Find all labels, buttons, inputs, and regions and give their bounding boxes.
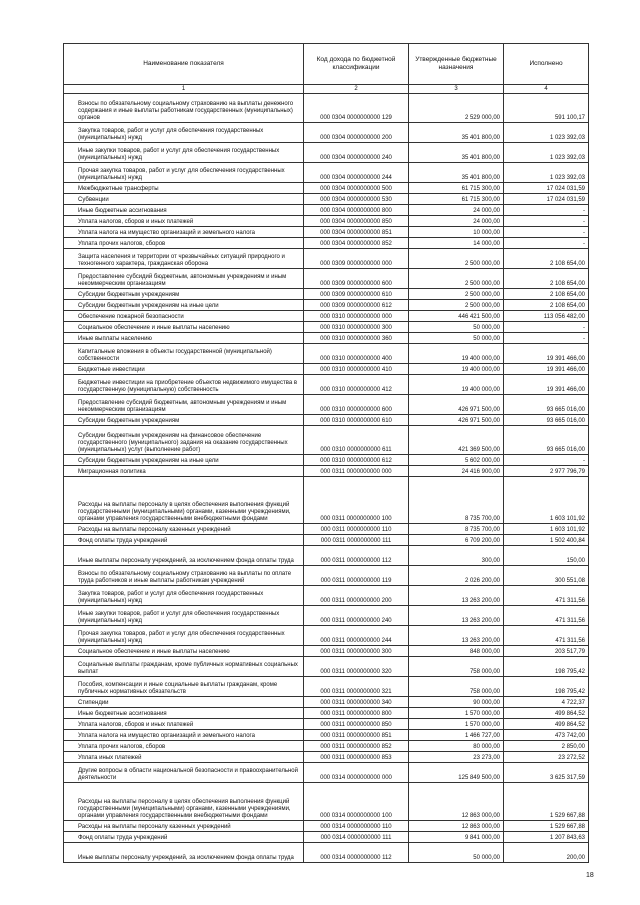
row-executed-cell: 150,00	[504, 546, 589, 566]
table-row	[64, 763, 589, 783]
table-row	[64, 535, 589, 546]
row-name-cell: Иные выплаты населению	[64, 333, 304, 344]
row-code-cell: 000 0304 0000000000 500	[304, 183, 409, 194]
table-row	[64, 249, 589, 269]
row-name-cell: Прочая закупка товаров, работ и услуг для обеспечения государственных (муниципальных) нужд	[64, 626, 304, 646]
row-approved-cell: 14 000,00	[409, 238, 504, 249]
row-name-cell: Уплата налога на имущество организаций и земельного налога	[64, 730, 304, 741]
row-executed-cell: 2 108 654,00	[504, 300, 589, 311]
table-row	[64, 344, 589, 364]
row-executed-cell: 203 517,79	[504, 646, 589, 657]
budget-execution-sheet	[63, 43, 588, 863]
row-code-cell: 000 0311 0000000000 112	[304, 546, 409, 566]
table-row	[64, 566, 589, 586]
row-approved-cell: 61 715 300,00	[409, 194, 504, 205]
row-code-cell: 000 0311 0000000000 200	[304, 586, 409, 606]
row-name-cell: Уплата налогов, сборов и иных платежей	[64, 216, 304, 227]
row-name-cell: Иные бюджетные ассигнования	[64, 205, 304, 216]
table-row	[64, 300, 589, 311]
table-row	[64, 322, 589, 333]
row-name-cell: Иные выплаты персоналу учреждений, за исключением фонда оплаты труда	[64, 843, 304, 863]
row-code-cell: 000 0311 0000000000 852	[304, 741, 409, 752]
row-code-cell: 000 0310 0000000000 600	[304, 395, 409, 415]
row-name-cell: Защита населения и территории от чрезвычайных ситуаций природного и техногенного характера, гражданская оборона	[64, 249, 304, 269]
row-executed-cell: 1 603 101,92	[504, 477, 589, 524]
row-executed-cell: 2 108 654,00	[504, 269, 589, 289]
row-name-cell: Иные выплаты персоналу учреждений, за исключением фонда оплаты труда	[64, 546, 304, 566]
row-executed-cell: 499 864,52	[504, 719, 589, 730]
row-executed-cell: 3 625 317,59	[504, 763, 589, 783]
row-approved-cell: 50 000,00	[409, 843, 504, 863]
table-row	[64, 524, 589, 535]
row-code-cell: 000 0311 0000000000 851	[304, 730, 409, 741]
row-code-cell: 000 0314 0000000000 100	[304, 783, 409, 821]
row-approved-cell: 1 570 000,00	[409, 719, 504, 730]
row-approved-cell: 80 000,00	[409, 741, 504, 752]
row-executed-cell: 2 108 654,00	[504, 289, 589, 300]
row-executed-cell: 200,00	[504, 843, 589, 863]
row-approved-cell: 2 026 200,00	[409, 566, 504, 586]
row-approved-cell: 19 400 000,00	[409, 364, 504, 375]
table-row	[64, 546, 589, 566]
row-code-cell: 000 0311 0000000000 244	[304, 626, 409, 646]
row-name-cell: Субсидии бюджетным учреждениям на иные цели	[64, 455, 304, 466]
row-name-cell: Миграционная политика	[64, 466, 304, 477]
row-executed-cell: 499 864,52	[504, 708, 589, 719]
table-row	[64, 832, 589, 843]
row-approved-cell: 23 273,00	[409, 752, 504, 763]
row-approved-cell: 10 000,00	[409, 227, 504, 238]
row-code-cell: 000 0304 0000000000 240	[304, 143, 409, 163]
table-header-row	[64, 44, 589, 85]
row-approved-cell: 19 400 000,00	[409, 375, 504, 395]
table-row	[64, 333, 589, 344]
header-classification-code: Код дохода по бюджетной классификации	[304, 44, 409, 85]
table-row	[64, 238, 589, 249]
row-name-cell: Субсидии бюджетным учреждениям	[64, 289, 304, 300]
row-name-cell: Социальное обеспечение и иные выплаты населению	[64, 322, 304, 333]
table-row	[64, 657, 589, 677]
row-name-cell: Предоставление субсидий бюджетным, автономным учреждениям и иным некоммерческим организациям	[64, 269, 304, 289]
row-approved-cell: 848 000,00	[409, 646, 504, 657]
row-executed-cell: 93 665 016,00	[504, 395, 589, 415]
row-approved-cell: 2 529 000,00	[409, 94, 504, 123]
row-code-cell: 000 0310 0000000000 412	[304, 375, 409, 395]
row-code-cell: 000 0311 0000000000 340	[304, 697, 409, 708]
row-approved-cell: 2 500 000,00	[409, 289, 504, 300]
row-approved-cell: 12 863 000,00	[409, 783, 504, 821]
row-executed-cell: 19 391 466,00	[504, 344, 589, 364]
row-code-cell: 000 0310 0000000000 610	[304, 415, 409, 426]
row-code-cell: 000 0309 0000000000 612	[304, 300, 409, 311]
row-executed-cell: 19 391 466,00	[504, 364, 589, 375]
row-name-cell: Межбюджетные трансферты	[64, 183, 304, 194]
row-code-cell: 000 0310 0000000000 000	[304, 311, 409, 322]
row-executed-cell: 1 023 392,03	[504, 123, 589, 143]
row-approved-cell: 758 000,00	[409, 657, 504, 677]
table-row	[64, 586, 589, 606]
row-executed-cell: 471 311,56	[504, 606, 589, 626]
row-approved-cell: 90 000,00	[409, 697, 504, 708]
row-executed-cell: 2 850,00	[504, 741, 589, 752]
row-approved-cell: 300,00	[409, 546, 504, 566]
row-name-cell: Взносы по обязательному социальному страхованию на выплаты денежного содержания и иные выплаты работникам государственных (муниципальных) органов	[64, 94, 304, 123]
table-row	[64, 477, 589, 524]
row-name-cell: Социальные выплаты гражданам, кроме публичных нормативных социальных выплат	[64, 657, 304, 677]
row-code-cell: 000 0314 0000000000 000	[304, 763, 409, 783]
row-name-cell: Уплата прочих налогов, сборов	[64, 741, 304, 752]
row-name-cell: Иные закупки товаров, работ и услуг для обеспечения государственных (муниципальных) нужд	[64, 606, 304, 626]
row-executed-cell: 471 311,56	[504, 626, 589, 646]
row-name-cell: Бюджетные инвестиции на приобретение объектов недвижимого имущества в государственную (муниципальную) собственность	[64, 375, 304, 395]
row-name-cell: Субвенции	[64, 194, 304, 205]
expenditure-table	[63, 43, 589, 863]
row-code-cell: 000 0314 0000000000 112	[304, 843, 409, 863]
row-name-cell: Расходы на выплаты персоналу в целях обеспечения выполнения функций государственными (муниципальными) органами, казенными учреждениями, органами управления государственными внебюджетными фондами	[64, 477, 304, 524]
row-code-cell: 000 0304 0000000000 852	[304, 238, 409, 249]
row-name-cell: Стипендии	[64, 697, 304, 708]
row-code-cell: 000 0311 0000000000 300	[304, 646, 409, 657]
row-approved-cell: 35 401 800,00	[409, 163, 504, 183]
row-code-cell: 000 0304 0000000000 244	[304, 163, 409, 183]
row-executed-cell: 1 023 392,03	[504, 143, 589, 163]
row-executed-cell: 471 311,56	[504, 586, 589, 606]
row-approved-cell: 24 416 900,00	[409, 466, 504, 477]
row-approved-cell: 13 263 200,00	[409, 586, 504, 606]
row-name-cell: Обеспечение пожарной безопасности	[64, 311, 304, 322]
column-number-row	[64, 85, 589, 94]
row-executed-cell: 198 795,42	[504, 677, 589, 697]
row-code-cell: 000 0304 0000000000 530	[304, 194, 409, 205]
row-executed-cell: 1 502 400,84	[504, 535, 589, 546]
row-code-cell: 000 0310 0000000000 410	[304, 364, 409, 375]
row-name-cell: Взносы по обязательному социальному страхованию на выплаты по оплате труда работников и иные выплаты работникам учреждений	[64, 566, 304, 586]
row-executed-cell: -	[504, 216, 589, 227]
row-name-cell: Социальное обеспечение и иные выплаты населению	[64, 646, 304, 657]
row-code-cell: 000 0311 0000000000 321	[304, 677, 409, 697]
table-row	[64, 375, 589, 395]
row-code-cell: 000 0309 0000000000 000	[304, 249, 409, 269]
row-approved-cell: 421 369 500,00	[409, 426, 504, 455]
row-code-cell: 000 0304 0000000000 851	[304, 227, 409, 238]
row-approved-cell: 1 570 000,00	[409, 708, 504, 719]
table-row	[64, 143, 589, 163]
row-name-cell: Иные закупки товаров, работ и услуг для обеспечения государственных (муниципальных) нужд	[64, 143, 304, 163]
header-approved-assignments: Утвержденные бюджетные назначения	[409, 44, 504, 85]
row-approved-cell: 9 841 000,00	[409, 832, 504, 843]
row-approved-cell: 426 971 500,00	[409, 415, 504, 426]
table-row	[64, 364, 589, 375]
row-code-cell: 000 0311 0000000000 850	[304, 719, 409, 730]
row-code-cell: 000 0311 0000000000 800	[304, 708, 409, 719]
row-name-cell: Другие вопросы в области национальной безопасности и правоохранительной деятельности	[64, 763, 304, 783]
page-number: 18	[586, 872, 594, 879]
header-executed: Исполнено	[504, 44, 589, 85]
table-row	[64, 216, 589, 227]
row-approved-cell: 12 863 000,00	[409, 821, 504, 832]
table-row	[64, 741, 589, 752]
row-approved-cell: 125 849 500,00	[409, 763, 504, 783]
row-executed-cell: 591 100,17	[504, 94, 589, 123]
row-executed-cell: 198 795,42	[504, 657, 589, 677]
row-executed-cell: 113 056 482,00	[504, 311, 589, 322]
row-name-cell: Бюджетные инвестиции	[64, 364, 304, 375]
row-executed-cell: 23 272,52	[504, 752, 589, 763]
column-number: 1	[64, 85, 304, 94]
table-row	[64, 289, 589, 300]
table-row	[64, 94, 589, 123]
row-approved-cell: 758 000,00	[409, 677, 504, 697]
row-name-cell: Фонд оплаты труда учреждений	[64, 535, 304, 546]
row-approved-cell: 13 263 200,00	[409, 626, 504, 646]
row-code-cell: 000 0311 0000000000 320	[304, 657, 409, 677]
column-number: 4	[504, 85, 589, 94]
row-executed-cell: 1 529 667,88	[504, 821, 589, 832]
row-approved-cell: 1 466 727,00	[409, 730, 504, 741]
table-body	[64, 94, 589, 863]
row-name-cell: Расходы на выплаты персоналу казенных учреждений	[64, 524, 304, 535]
table-row	[64, 194, 589, 205]
row-executed-cell: 4 722,37	[504, 697, 589, 708]
row-approved-cell: 35 401 800,00	[409, 143, 504, 163]
row-executed-cell: 17 024 031,59	[504, 194, 589, 205]
table-row	[64, 163, 589, 183]
row-executed-cell: 19 391 466,00	[504, 375, 589, 395]
row-executed-cell: 473 742,00	[504, 730, 589, 741]
table-row	[64, 752, 589, 763]
row-code-cell: 000 0311 0000000000 853	[304, 752, 409, 763]
row-code-cell: 000 0311 0000000000 100	[304, 477, 409, 524]
row-code-cell: 000 0309 0000000000 600	[304, 269, 409, 289]
column-number: 2	[304, 85, 409, 94]
row-approved-cell: 2 500 000,00	[409, 269, 504, 289]
row-code-cell: 000 0304 0000000000 800	[304, 205, 409, 216]
row-code-cell: 000 0310 0000000000 612	[304, 455, 409, 466]
row-executed-cell: 300 551,08	[504, 566, 589, 586]
row-approved-cell: 19 400 000,00	[409, 344, 504, 364]
row-code-cell: 000 0311 0000000000 111	[304, 535, 409, 546]
row-code-cell: 000 0309 0000000000 610	[304, 289, 409, 300]
row-code-cell: 000 0304 0000000000 850	[304, 216, 409, 227]
row-executed-cell: 2 977 796,79	[504, 466, 589, 477]
row-approved-cell: 2 500 000,00	[409, 300, 504, 311]
row-executed-cell: 2 108 654,00	[504, 249, 589, 269]
table-row	[64, 708, 589, 719]
row-code-cell: 000 0310 0000000000 300	[304, 322, 409, 333]
row-approved-cell: 2 500 000,00	[409, 249, 504, 269]
header-indicator-name: Наименование показателя	[64, 44, 304, 85]
row-executed-cell: 93 665 016,00	[504, 415, 589, 426]
row-name-cell: Субсидии бюджетным учреждениям на финансовое обеспечение государственного (муниципального) задания на оказание государственных (муниципальных) услуг (выполнение работ)	[64, 426, 304, 455]
row-executed-cell: 17 024 031,59	[504, 183, 589, 194]
row-executed-cell: -	[504, 227, 589, 238]
row-approved-cell: 8 735 700,00	[409, 524, 504, 535]
table-row	[64, 123, 589, 143]
row-approved-cell: 5 602 000,00	[409, 455, 504, 466]
row-executed-cell: -	[504, 333, 589, 344]
table-row	[64, 227, 589, 238]
row-approved-cell: 61 715 300,00	[409, 183, 504, 194]
table-row	[64, 730, 589, 741]
table-row	[64, 697, 589, 708]
row-approved-cell: 6 709 200,00	[409, 535, 504, 546]
row-name-cell: Капитальные вложения в объекты государственной (муниципальной) собственности	[64, 344, 304, 364]
row-code-cell: 000 0311 0000000000 119	[304, 566, 409, 586]
row-executed-cell: 1 023 392,03	[504, 163, 589, 183]
row-code-cell: 000 0311 0000000000 110	[304, 524, 409, 535]
row-executed-cell: 93 665 016,00	[504, 426, 589, 455]
row-code-cell: 000 0311 0000000000 240	[304, 606, 409, 626]
row-approved-cell: 24 000,00	[409, 205, 504, 216]
table-row	[64, 606, 589, 626]
table-row	[64, 821, 589, 832]
row-name-cell: Прочая закупка товаров, работ и услуг для обеспечения государственных (муниципальных) нужд	[64, 163, 304, 183]
row-executed-cell: 1 603 101,92	[504, 524, 589, 535]
table-row	[64, 415, 589, 426]
row-approved-cell: 50 000,00	[409, 333, 504, 344]
row-approved-cell: 35 401 800,00	[409, 123, 504, 143]
row-code-cell: 000 0304 0000000000 200	[304, 123, 409, 143]
row-name-cell: Закупка товаров, работ и услуг для обеспечения государственных (муниципальных) нужд	[64, 123, 304, 143]
row-executed-cell: -	[504, 205, 589, 216]
row-approved-cell: 426 971 500,00	[409, 395, 504, 415]
row-executed-cell: 1 207 843,63	[504, 832, 589, 843]
table-row	[64, 395, 589, 415]
table-row	[64, 269, 589, 289]
column-number: 3	[409, 85, 504, 94]
row-name-cell: Расходы на выплаты персоналу в целях обеспечения выполнения функций государственными (муниципальными) органами, казенными учреждениями, органами управления государственными внебюджетными фондами	[64, 783, 304, 821]
table-row	[64, 311, 589, 322]
row-approved-cell: 24 000,00	[409, 216, 504, 227]
row-name-cell: Уплата налогов, сборов и иных платежей	[64, 719, 304, 730]
row-code-cell: 000 0310 0000000000 360	[304, 333, 409, 344]
row-code-cell: 000 0310 0000000000 611	[304, 426, 409, 455]
row-approved-cell: 446 421 500,00	[409, 311, 504, 322]
row-name-cell: Расходы на выплаты персоналу казенных учреждений	[64, 821, 304, 832]
table-row	[64, 719, 589, 730]
table-row	[64, 183, 589, 194]
row-name-cell: Уплата иных платежей	[64, 752, 304, 763]
row-code-cell: 000 0310 0000000000 400	[304, 344, 409, 364]
table-row	[64, 466, 589, 477]
row-name-cell: Предоставление субсидий бюджетным, автономным учреждениям и иным некоммерческим организациям	[64, 395, 304, 415]
table-row	[64, 626, 589, 646]
table-row	[64, 677, 589, 697]
table-row	[64, 455, 589, 466]
row-executed-cell: -	[504, 238, 589, 249]
row-name-cell: Пособия, компенсации и иные социальные выплаты гражданам, кроме публичных нормативных обязательств	[64, 677, 304, 697]
table-row	[64, 426, 589, 455]
row-approved-cell: 50 000,00	[409, 322, 504, 333]
row-code-cell: 000 0311 0000000000 000	[304, 466, 409, 477]
row-name-cell: Субсидии бюджетным учреждениям	[64, 415, 304, 426]
row-name-cell: Фонд оплаты труда учреждений	[64, 832, 304, 843]
row-name-cell: Закупка товаров, работ и услуг для обеспечения государственных (муниципальных) нужд	[64, 586, 304, 606]
row-name-cell: Субсидии бюджетным учреждениям на иные цели	[64, 300, 304, 311]
row-approved-cell: 13 263 200,00	[409, 606, 504, 626]
row-name-cell: Уплата прочих налогов, сборов	[64, 238, 304, 249]
row-name-cell: Иные бюджетные ассигнования	[64, 708, 304, 719]
row-executed-cell: 1 529 667,88	[504, 783, 589, 821]
row-code-cell: 000 0304 0000000000 129	[304, 94, 409, 123]
row-approved-cell: 8 735 700,00	[409, 477, 504, 524]
row-executed-cell: -	[504, 322, 589, 333]
row-code-cell: 000 0314 0000000000 111	[304, 832, 409, 843]
row-executed-cell: -	[504, 455, 589, 466]
row-name-cell: Уплата налога на имущество организаций и земельного налога	[64, 227, 304, 238]
row-code-cell: 000 0314 0000000000 110	[304, 821, 409, 832]
table-row	[64, 783, 589, 821]
table-row	[64, 205, 589, 216]
table-row	[64, 646, 589, 657]
table-row	[64, 843, 589, 863]
